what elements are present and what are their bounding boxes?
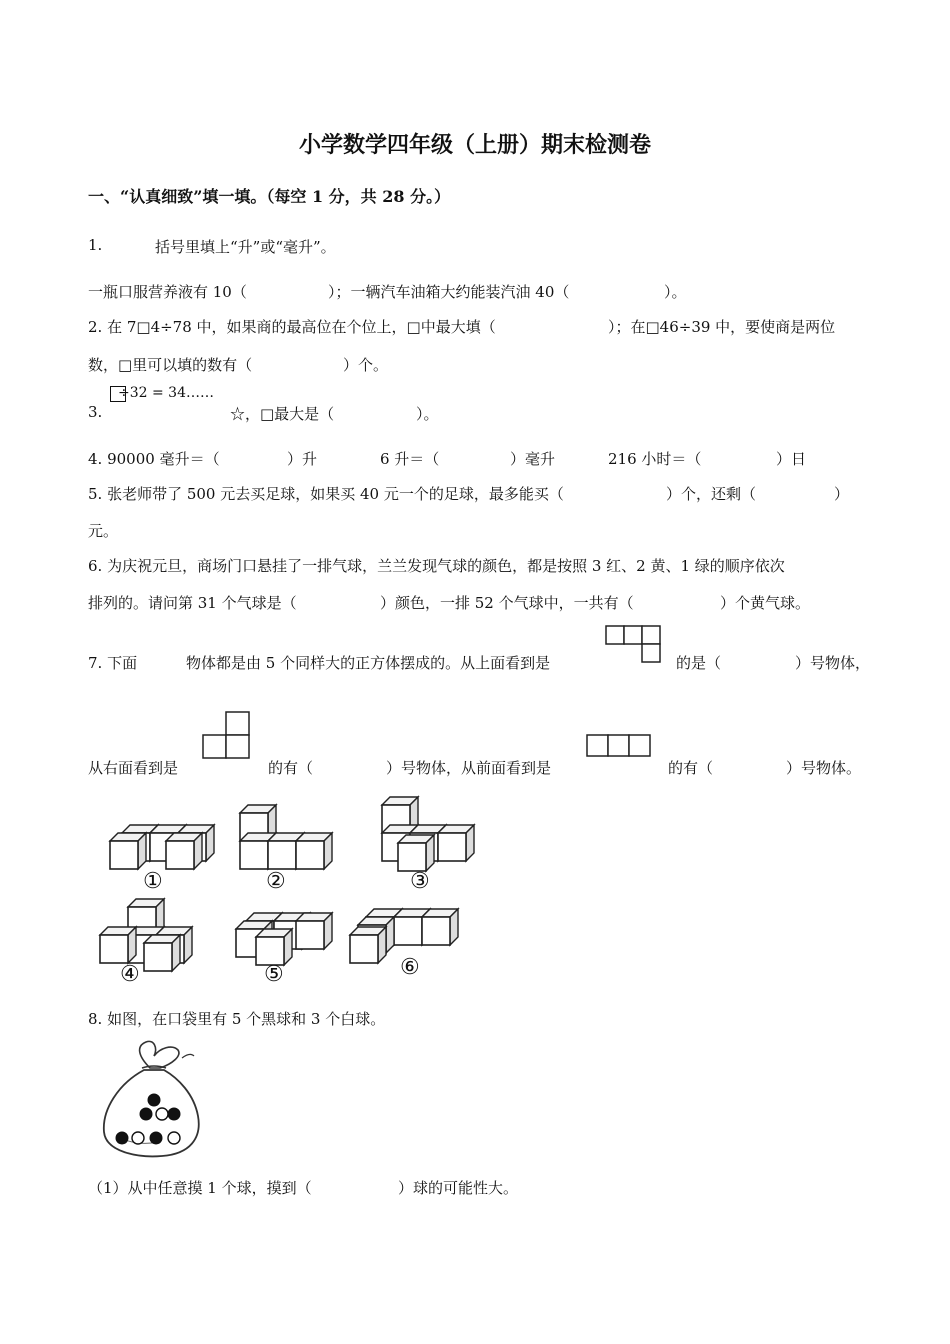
figure-label-1: ① [143,869,163,894]
q1-number: 1. [88,236,103,254]
q7-text-f: 的有（ [268,759,314,777]
q4-text-d: ）毫升 [510,450,556,468]
q5-text-c: ） [834,485,850,503]
black-ball [148,1094,160,1106]
black-ball [168,1108,180,1120]
black-ball [150,1132,162,1144]
q1-text-a: 一瓶口服营养液有 10（ [88,283,247,301]
q7-front-view-diagram [587,735,653,759]
black-ball [140,1108,152,1120]
q1-text-c: ）。 [664,283,687,301]
white-ball [168,1132,180,1144]
section-1-heading: 一、“认真细致”填一填。（每空 1 分，共 28 分。） [88,187,451,206]
q5-text-b: ）个，还剩（ [666,485,757,503]
q2-line1-a: 2. 在 7□4÷78 中，如果商的最高位在个位上，□中最大填（ [88,318,496,336]
q8-sub1-a: （1）从中任意摸 1 个球，摸到（ [88,1179,312,1197]
figure-label-2: ② [266,869,286,894]
cube-figure-3 [382,797,474,871]
q7-text-h: 的有（ [668,759,714,777]
q6-line2-a: 排列的。请问第 31 个气球是（ [88,594,297,612]
q6-line2-c: ）个黄气球。 [720,594,811,612]
figure-label-5: ⑤ [264,962,284,987]
q2-line2-a: 数，□里可以填的数有（ [88,356,253,374]
q3-number: 3. [88,403,103,421]
q7-right-view-diagram [203,712,251,760]
figure-label-3: ③ [410,869,430,894]
white-ball [156,1108,168,1120]
ball-bag-illustration [98,1038,208,1162]
q6-line2-b: ）颜色，一排 52 个气球中，一共有（ [380,594,634,612]
q3-equation: ÷32 = 34…… [118,385,214,401]
q5-text-a: 5. 张老师带了 500 元去买足球，如果买 40 元一个的足球，最多能买（ [88,485,564,503]
q7-top-view-diagram [606,626,662,664]
q4-text-c: 6 升＝（ [380,450,440,468]
cube-figure-2 [240,805,332,869]
q5-text-d: 元。 [88,522,119,540]
q8-intro: 8. 如图，在口袋里有 5 个黑球和 3 个白球。 [88,1010,386,1028]
q4-text-e: 216 小时＝（ [608,450,702,468]
q7-text-d: ）号物体， [795,654,871,672]
q7-text-c: 的是（ [676,654,722,672]
q3-text-a: ☆，□最大是（ [230,405,335,423]
q3-text-b: ）。 [416,405,439,423]
white-ball [132,1132,144,1144]
q7-text-b: 物体都是由 5 个同样大的正方体摆成的。从上面看到是 [186,654,551,672]
cube-figure-5 [236,913,332,965]
q7-cube-figures [100,795,480,995]
q4-text-a: 4. 90000 毫升＝（ [88,450,220,468]
q7-text-a: 7. 下面 [88,654,138,672]
q8-sub1-b: ）球的可能性大。 [398,1179,519,1197]
q2-line1-b: ）；在□46÷39 中，要使商是两位 [608,318,836,336]
q7-text-i: ）号物体。 [786,759,862,777]
q1-text-b: ）；一辆汽车油箱大约能装汽油 40（ [328,283,570,301]
black-ball [116,1132,128,1144]
cube-figure-4 [100,899,192,971]
q1-intro: 括号里填上“升”或“毫升”。 [155,238,336,256]
page-title: 小学数学四年级（上册）期末检测卷 [298,132,651,158]
figure-label-6: ⑥ [400,955,420,980]
q4-text-f: ）日 [776,450,807,468]
q2-line2-b: ）个。 [343,356,389,374]
q7-text-e: 从右面看到是 [88,759,179,777]
cube-figure-1 [110,825,214,869]
q6-line1: 6. 为庆祝元旦，商场门口悬挂了一排气球，兰兰发现气球的颜色，都是按照 3 红、2 黄、1 绿的顺序依次 [88,557,785,575]
q4-text-b: ）升 [287,450,318,468]
figure-label-4: ④ [120,962,140,987]
q7-text-g: ）号物体，从前面看到是 [386,759,552,777]
